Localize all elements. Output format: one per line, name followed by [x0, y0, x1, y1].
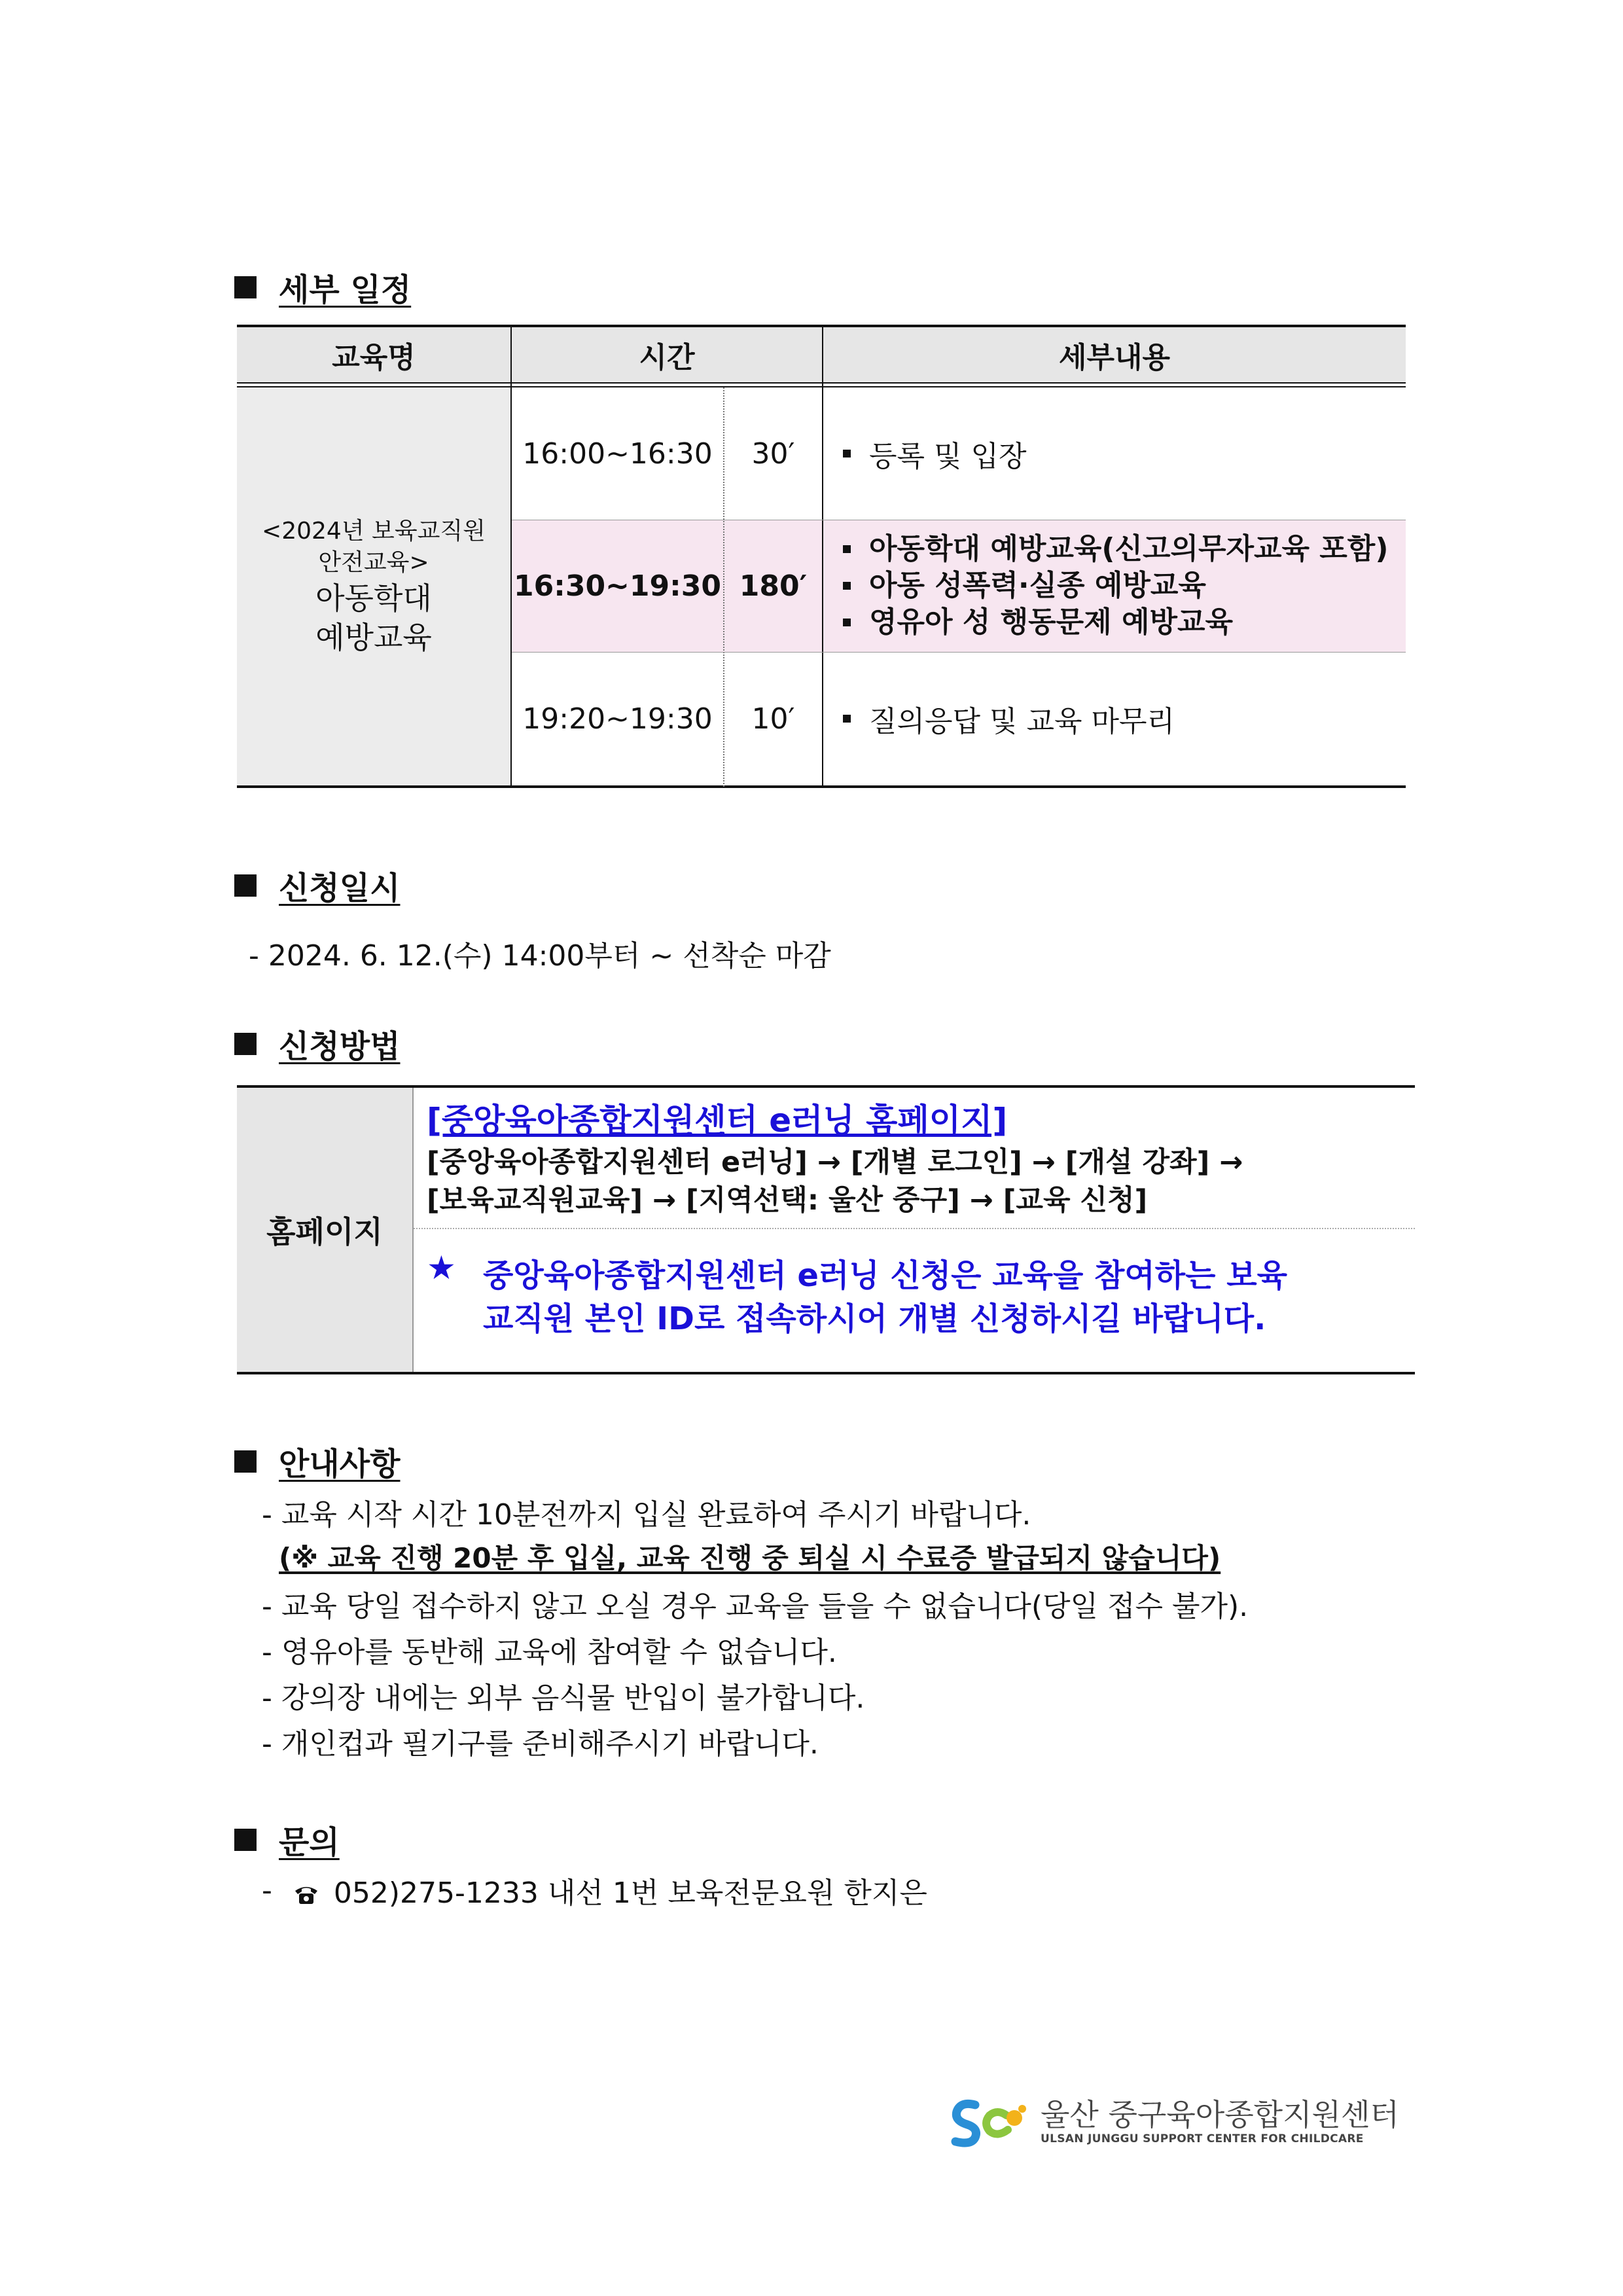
- table-row-2-duration: 180′: [739, 569, 808, 603]
- star-icon: ★: [427, 1249, 456, 1287]
- table-row-2-time: 16:30~19:30: [514, 569, 721, 603]
- method-notice-line1: 중앙육아종합지원센터 e러닝 신청은 교육을 참여하는 보육: [483, 1257, 1287, 1294]
- notes-item: - 강의장 내에는 외부 음식물 반입이 불가합니다.: [262, 1681, 865, 1715]
- elearning-link[interactable]: [중앙육아종합지원센터 e러닝 홈페이지]: [427, 1102, 1008, 1139]
- section-title-apply-date: 신청일시: [234, 863, 400, 908]
- notes-item: - 교육 당일 접수하지 않고 오실 경우 교육을 들을 수 없습니다(당일 접수 불가).: [262, 1590, 1249, 1623]
- square-bullet-icon: [234, 1450, 257, 1473]
- table-row-3-duration: 10′: [751, 702, 795, 736]
- phone-icon: [293, 1879, 319, 1901]
- contact-line: - 052)275-1233 내선 1번 보육전문요원 한지은: [262, 1873, 927, 1910]
- apply-date-text: - 2024. 6. 12.(수) 14:00부터 ~ 선착순 마감: [249, 939, 831, 973]
- square-bullet-icon: [843, 450, 851, 457]
- square-bullet-icon: [234, 1033, 257, 1055]
- method-steps-line2: [보육교직원교육] → [지역선택: 울산 중구] → [교육 신청]: [427, 1184, 1148, 1217]
- course-name-cell: [237, 387, 510, 785]
- course-name-main2: 예방교육: [315, 620, 432, 655]
- section-title-notes: 안내사항: [234, 1439, 400, 1484]
- section-title-apply-method: 신청방법: [234, 1021, 400, 1066]
- notes-item: - 영유아를 동반해 교육에 참여할 수 없습니다.: [262, 1636, 837, 1669]
- square-bullet-icon: [234, 1829, 257, 1851]
- square-bullet-icon: [234, 276, 257, 298]
- square-bullet-icon: [843, 545, 851, 553]
- table-row-1-details: 등록 및 입장: [843, 387, 1399, 520]
- section-title-contact: 문의: [234, 1817, 340, 1862]
- course-name-sub1: <2024년 보육교직원: [262, 518, 486, 545]
- footer-logo: [946, 2092, 1399, 2151]
- square-bullet-icon: [843, 715, 851, 723]
- center-logo-icon: [946, 2092, 1031, 2151]
- header-time: 시간: [639, 341, 695, 374]
- table-row-1-duration: 30′: [751, 437, 795, 471]
- method-steps-line1: [중앙육아종합지원센터 e러닝] → [개별 로그인] → [개설 강좌] →: [427, 1146, 1243, 1179]
- header-course-name: 교육명: [332, 341, 416, 374]
- table-row-3-time: 19:20~19:30: [522, 702, 713, 736]
- table-row-1-time: 16:00~16:30: [522, 437, 713, 471]
- method-notice-line2: 교직원 본인 ID로 접속하시어 개별 신청하시길 바랍니다.: [483, 1300, 1266, 1337]
- square-bullet-icon: [843, 582, 851, 590]
- org-name: 울산 중구육아종합지원센터: [1041, 2097, 1399, 2132]
- notes-warning: (※ 교육 진행 20분 후 입실, 교육 진행 중 퇴실 시 수료증 발급되지 않습니다): [279, 1542, 1221, 1574]
- org-name-en: ULSAN JUNGGU SUPPORT CENTER FOR CHILDCARE: [1041, 2132, 1364, 2145]
- course-name-main1: 아동학대: [315, 581, 432, 616]
- notes-item: - 교육 시작 시간 10분전까지 입실 완료하여 주시기 바랍니다.: [262, 1498, 1031, 1532]
- header-details: 세부내용: [1058, 341, 1170, 374]
- table-row-3-details: 질의응답 및 교육 마무리: [843, 652, 1399, 785]
- schedule-table: [237, 325, 1406, 788]
- square-bullet-icon: [843, 619, 851, 626]
- notes-item: - 개인컵과 필기구를 준비해주시기 바랍니다.: [262, 1727, 819, 1761]
- table-row-2-details: 아동학대 예방교육(신고의무자교육 포함) 아동 성폭력·실종 예방교육 영유아 성 행동문제 예방교육: [843, 520, 1399, 652]
- method-label: 홈페이지: [266, 1214, 383, 1249]
- square-bullet-icon: [234, 874, 257, 897]
- section-title-schedule: 세부 일정: [234, 264, 411, 310]
- apply-method-table: [237, 1085, 1415, 1374]
- course-name-sub2: 안전교육>: [318, 549, 429, 576]
